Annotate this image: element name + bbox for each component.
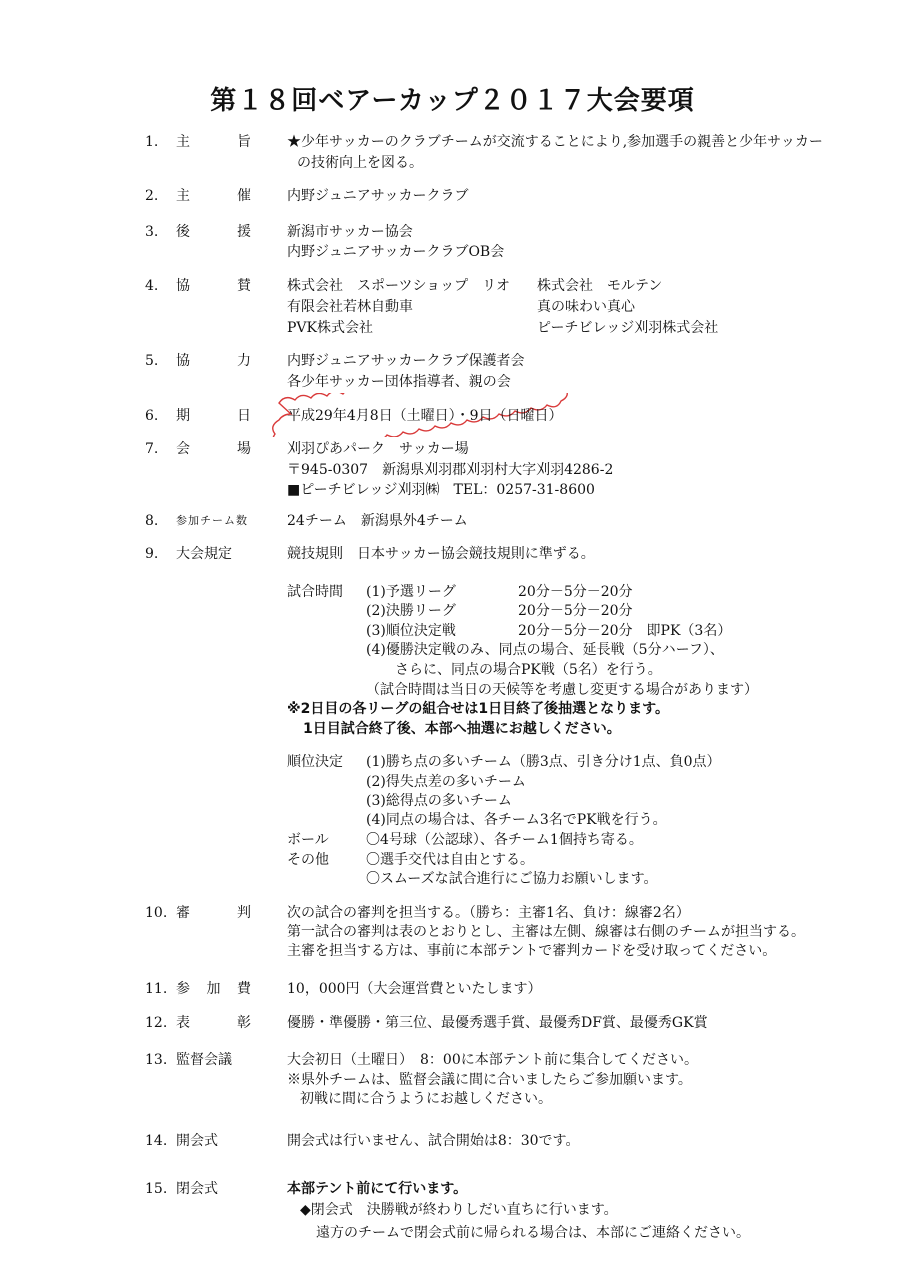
referee-line1: 次の試合の審判を担当する。（勝ち：主審1名、負け：線審2名） [287, 905, 690, 921]
team-count: 24チーム 新潟県外4チーム [287, 513, 468, 529]
sponsor-3: 有限会社若林自動車 [287, 299, 413, 315]
referee-line3: 主審を担当する方は、事前に本部テントで審判カードを受け取ってください。 [287, 943, 777, 959]
section-14-number: 14. [145, 1133, 168, 1149]
section-1-text-line1: ★少年サッカーのクラブチームが交流することにより,参加選手の親善と少年サッカー [287, 134, 823, 150]
referee-line2: 第一試合の審判は表のとおりとし、主審は左側、線審は右側のチームが担当する。 [287, 924, 805, 940]
section-7-number: 7. [145, 441, 159, 457]
match-time-4-line2: さらに、同点の場合PK戦（5名）を行う。 [395, 662, 662, 678]
section-5-text-line2: 各少年サッカー団体指導者、親の会 [287, 374, 511, 390]
closing-ceremony-line3: 遠方のチームで閉会式前に帰られる場合は、本部にご連絡ください。 [316, 1225, 750, 1241]
awards: 優勝・準優勝・第三位、最優秀選手賞、最優秀DF賞、最優秀GK賞 [287, 1015, 708, 1031]
section-5-label: 協 力 [176, 353, 251, 369]
section-8-number: 8. [145, 513, 159, 529]
section-1-text-line2: の技術向上を図る。 [297, 155, 423, 171]
match-time-1-value: 20分－5分－20分 [518, 584, 633, 600]
ranking-rule-3: (3)総得点の多いチーム [366, 793, 512, 809]
sponsor-6: ピーチビレッジ刈羽株式会社 [537, 320, 719, 336]
section-2-value: 内野ジュニアサッカークラブ [287, 188, 469, 204]
section-9-label: 大会規定 [176, 546, 232, 562]
section-14-label: 開会式 [176, 1133, 218, 1149]
section-8-label: 参加チーム数 [176, 514, 248, 527]
match-time-label: 試合時間 [287, 584, 343, 600]
sponsor-1: 株式会社 スポーツショップ リオ [287, 278, 511, 294]
section-5-number: 5. [145, 353, 159, 369]
other-rule-2: 〇スムーズな試合進行にご協力お願いします。 [366, 871, 658, 887]
section-3-number: 3. [145, 224, 159, 240]
section-3-text-line2: 内野ジュニアサッカークラブOB会 [287, 244, 505, 260]
section-2-number: 2. [145, 188, 159, 204]
ranking-rule-4: (4)同点の場合は、各チーム3名でPK戦を行う。 [366, 812, 667, 828]
closing-ceremony-line1: 本部テント前にて行います。 [287, 1181, 468, 1197]
section-4-number: 4. [145, 278, 159, 294]
venue-address: 〒945-0307 新潟県刈羽郡刈羽村大字刈羽4286-2 [287, 462, 614, 478]
section-5-text-line1: 内野ジュニアサッカークラブ保護者会 [287, 353, 525, 369]
match-time-4-line1: (4)優勝決定戦のみ、同点の場合、延長戦（5分ハーフ）、 [366, 642, 724, 658]
section-7-label: 会 場 [176, 441, 251, 457]
section-11-number: 11. [145, 981, 168, 997]
event-date: 平成29年4月8日（土曜日）・9日（日曜日） [287, 408, 563, 424]
ball-label: ボール [287, 832, 329, 848]
section-12-number: 12. [145, 1015, 168, 1031]
section-15-number: 15. [145, 1181, 168, 1197]
entry-fee: 10，000円（大会運営費といたします） [287, 981, 542, 997]
section-12-label: 表 彰 [176, 1015, 251, 1031]
sponsor-2: 株式会社 モルテン [537, 278, 663, 294]
match-time-note: （試合時間は当日の天候等を考慮し変更する場合があります） [366, 682, 758, 698]
venue-phone: ■ピーチビレッジ刈羽㈱ TEL：0257-31-8600 [287, 482, 595, 498]
match-time-3: (3)順位決定戦 [366, 623, 456, 639]
section-6-number: 6. [145, 408, 159, 424]
match-time-1: (1)予選リーグ [366, 584, 456, 600]
competition-rule: 競技規則 日本サッカー協会競技規則に準ずる。 [287, 546, 595, 562]
lottery-note-line2: 1日目試合終了後、本部へ抽選にお越しください。 [303, 721, 621, 737]
section-15-label: 閉会式 [176, 1181, 218, 1197]
section-1-label: 主 旨 [176, 134, 251, 150]
document-title: 第１８回ベアーカップ２０１７大会要項 [210, 86, 695, 116]
section-6-label: 期 日 [176, 408, 251, 424]
match-time-3-value: 20分－5分－20分 即PK（3名） [518, 623, 732, 639]
section-3-text-line1: 新潟市サッカー協会 [287, 224, 413, 240]
section-3-label: 後 援 [176, 224, 251, 240]
section-4-label: 協 賛 [176, 278, 251, 294]
managers-meeting-line3: 初戦に間に合うようにお越しください。 [300, 1091, 552, 1107]
managers-meeting-line2: ※県外チームは、監督会議に間に合いましたらご参加願います。 [287, 1072, 692, 1088]
ranking-rule-2: (2)得失点差の多いチーム [366, 774, 526, 790]
section-9-number: 9. [145, 546, 159, 562]
managers-meeting-line1: 大会初日（土曜日） 8：00に本部テント前に集合してください。 [287, 1052, 699, 1068]
opening-ceremony: 開会式は行いません、試合開始は8：30です。 [287, 1133, 580, 1149]
ball-rule: 〇4号球（公認球）、各チーム1個持ち寄る。 [366, 832, 643, 848]
other-label: その他 [287, 852, 329, 868]
venue-name: 刈羽ぴあパーク サッカー場 [287, 441, 469, 457]
closing-ceremony-line2: ◆閉会式 決勝戦が終わりしだい直ちに行います。 [300, 1202, 618, 1218]
section-10-number: 10. [145, 905, 168, 921]
section-11-label: 参 加 費 [176, 981, 251, 997]
ranking-rule-1: (1)勝ち点の多いチーム（勝3点、引き分け1点、負0点） [366, 754, 721, 770]
section-1-number: 1. [145, 134, 159, 150]
section-10-label: 審 判 [176, 905, 251, 921]
match-time-2: (2)決勝リーグ [366, 603, 456, 619]
ranking-label: 順位決定 [287, 754, 343, 770]
sponsor-5: PVK株式会社 [287, 320, 373, 336]
section-13-number: 13. [145, 1052, 168, 1068]
other-rule-1: 〇選手交代は自由とする。 [366, 852, 534, 868]
section-2-label: 主 催 [176, 188, 251, 204]
match-time-2-value: 20分－5分－20分 [518, 603, 633, 619]
sponsor-4: 真の味わい真心 [537, 299, 635, 315]
lottery-note-line1: ※2日目の各リーグの組合せは1日目終了後抽選となります。 [287, 701, 669, 717]
section-13-label: 監督会議 [176, 1052, 232, 1068]
